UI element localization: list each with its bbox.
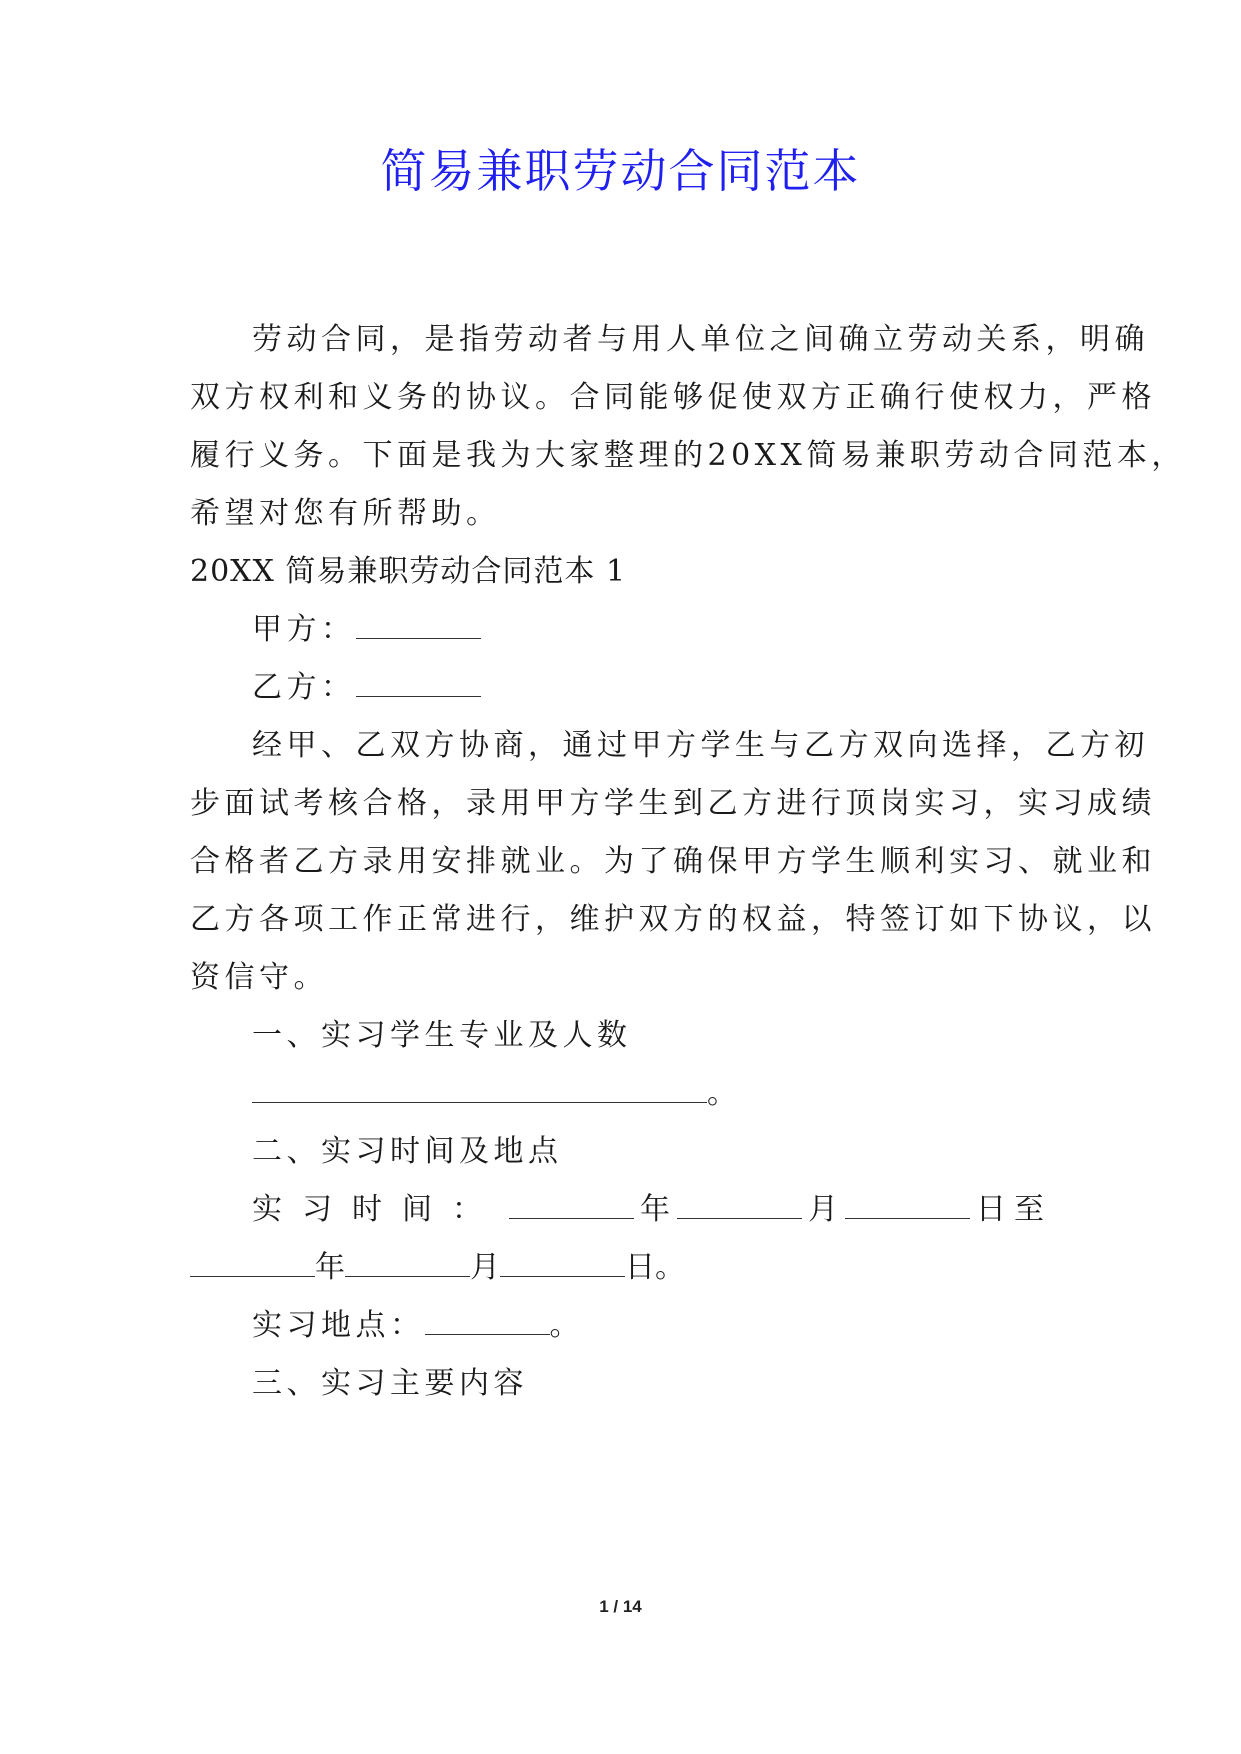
start-day-blank — [845, 1192, 970, 1219]
section-title: 20XX 简易兼职劳动合同范本 1 — [190, 554, 627, 589]
party-a-row — [252, 612, 1052, 648]
party-b-row — [252, 670, 1052, 706]
end-day-label: 日。 — [625, 1250, 685, 1285]
item2-heading: 二、实习时间及地点 — [252, 1134, 563, 1169]
party-a-blank — [356, 612, 481, 639]
document-title: 简易兼职劳动合同范本 — [380, 144, 861, 198]
end-year-blank — [190, 1250, 315, 1277]
party-b-blank — [356, 670, 481, 697]
item1-blank — [252, 1076, 707, 1103]
item1-blank-row — [252, 1076, 1052, 1112]
end-month-blank — [345, 1250, 470, 1277]
end-month-label: 月 — [470, 1250, 500, 1285]
body-line-5: 资信守。 — [190, 960, 328, 995]
item1-end: 。 — [707, 1076, 742, 1111]
intro-line-1: 劳动合同，是指劳动者与用人单位之间确立劳动关系，明确 — [252, 322, 1149, 357]
time-row-1 — [252, 1192, 1052, 1228]
place-label: 实习地点： — [252, 1308, 425, 1343]
page-indicator: 1 / 14 — [599, 1597, 642, 1616]
body-line-2: 步面试考核合格，录用甲方学生到乙方进行顶岗实习，实习成绩 — [190, 786, 1156, 821]
start-year-label: 年 — [640, 1192, 670, 1227]
party-b-label: 乙方： — [252, 670, 356, 705]
start-year-blank — [509, 1192, 634, 1219]
start-day-label: 日至 — [976, 1192, 1052, 1227]
intro-line-4: 希望对您有所帮助。 — [190, 496, 501, 531]
time-label: 实习时间： — [252, 1192, 502, 1227]
start-month-label: 月 — [808, 1192, 838, 1227]
place-row — [252, 1308, 1052, 1344]
body-line-1: 经甲、乙双方协商，通过甲方学生与乙方双向选择，乙方初 — [252, 728, 1149, 763]
place-end: 。 — [549, 1308, 584, 1343]
start-month-blank — [677, 1192, 802, 1219]
end-year-label: 年 — [315, 1250, 345, 1285]
body-line-3: 合格者乙方录用安排就业。为了确保甲方学生顺利实习、就业和 — [190, 844, 1156, 879]
body-line-4: 乙方各项工作正常进行，维护双方的权益，特签订如下协议，以 — [190, 902, 1156, 937]
place-blank — [425, 1308, 550, 1335]
intro-line-3: 履行义务。下面是我为大家整理的20XX简易兼职劳动合同范本， — [190, 438, 1186, 473]
item3-heading: 三、实习主要内容 — [252, 1366, 528, 1401]
party-a-label: 甲方： — [252, 612, 356, 647]
item1-heading: 一、实习学生专业及人数 — [252, 1018, 632, 1053]
time-row-2 — [190, 1250, 1050, 1286]
intro-line-2: 双方权利和义务的协议。合同能够促使双方正确行使权力，严格 — [190, 380, 1156, 415]
end-day-blank — [500, 1250, 625, 1277]
